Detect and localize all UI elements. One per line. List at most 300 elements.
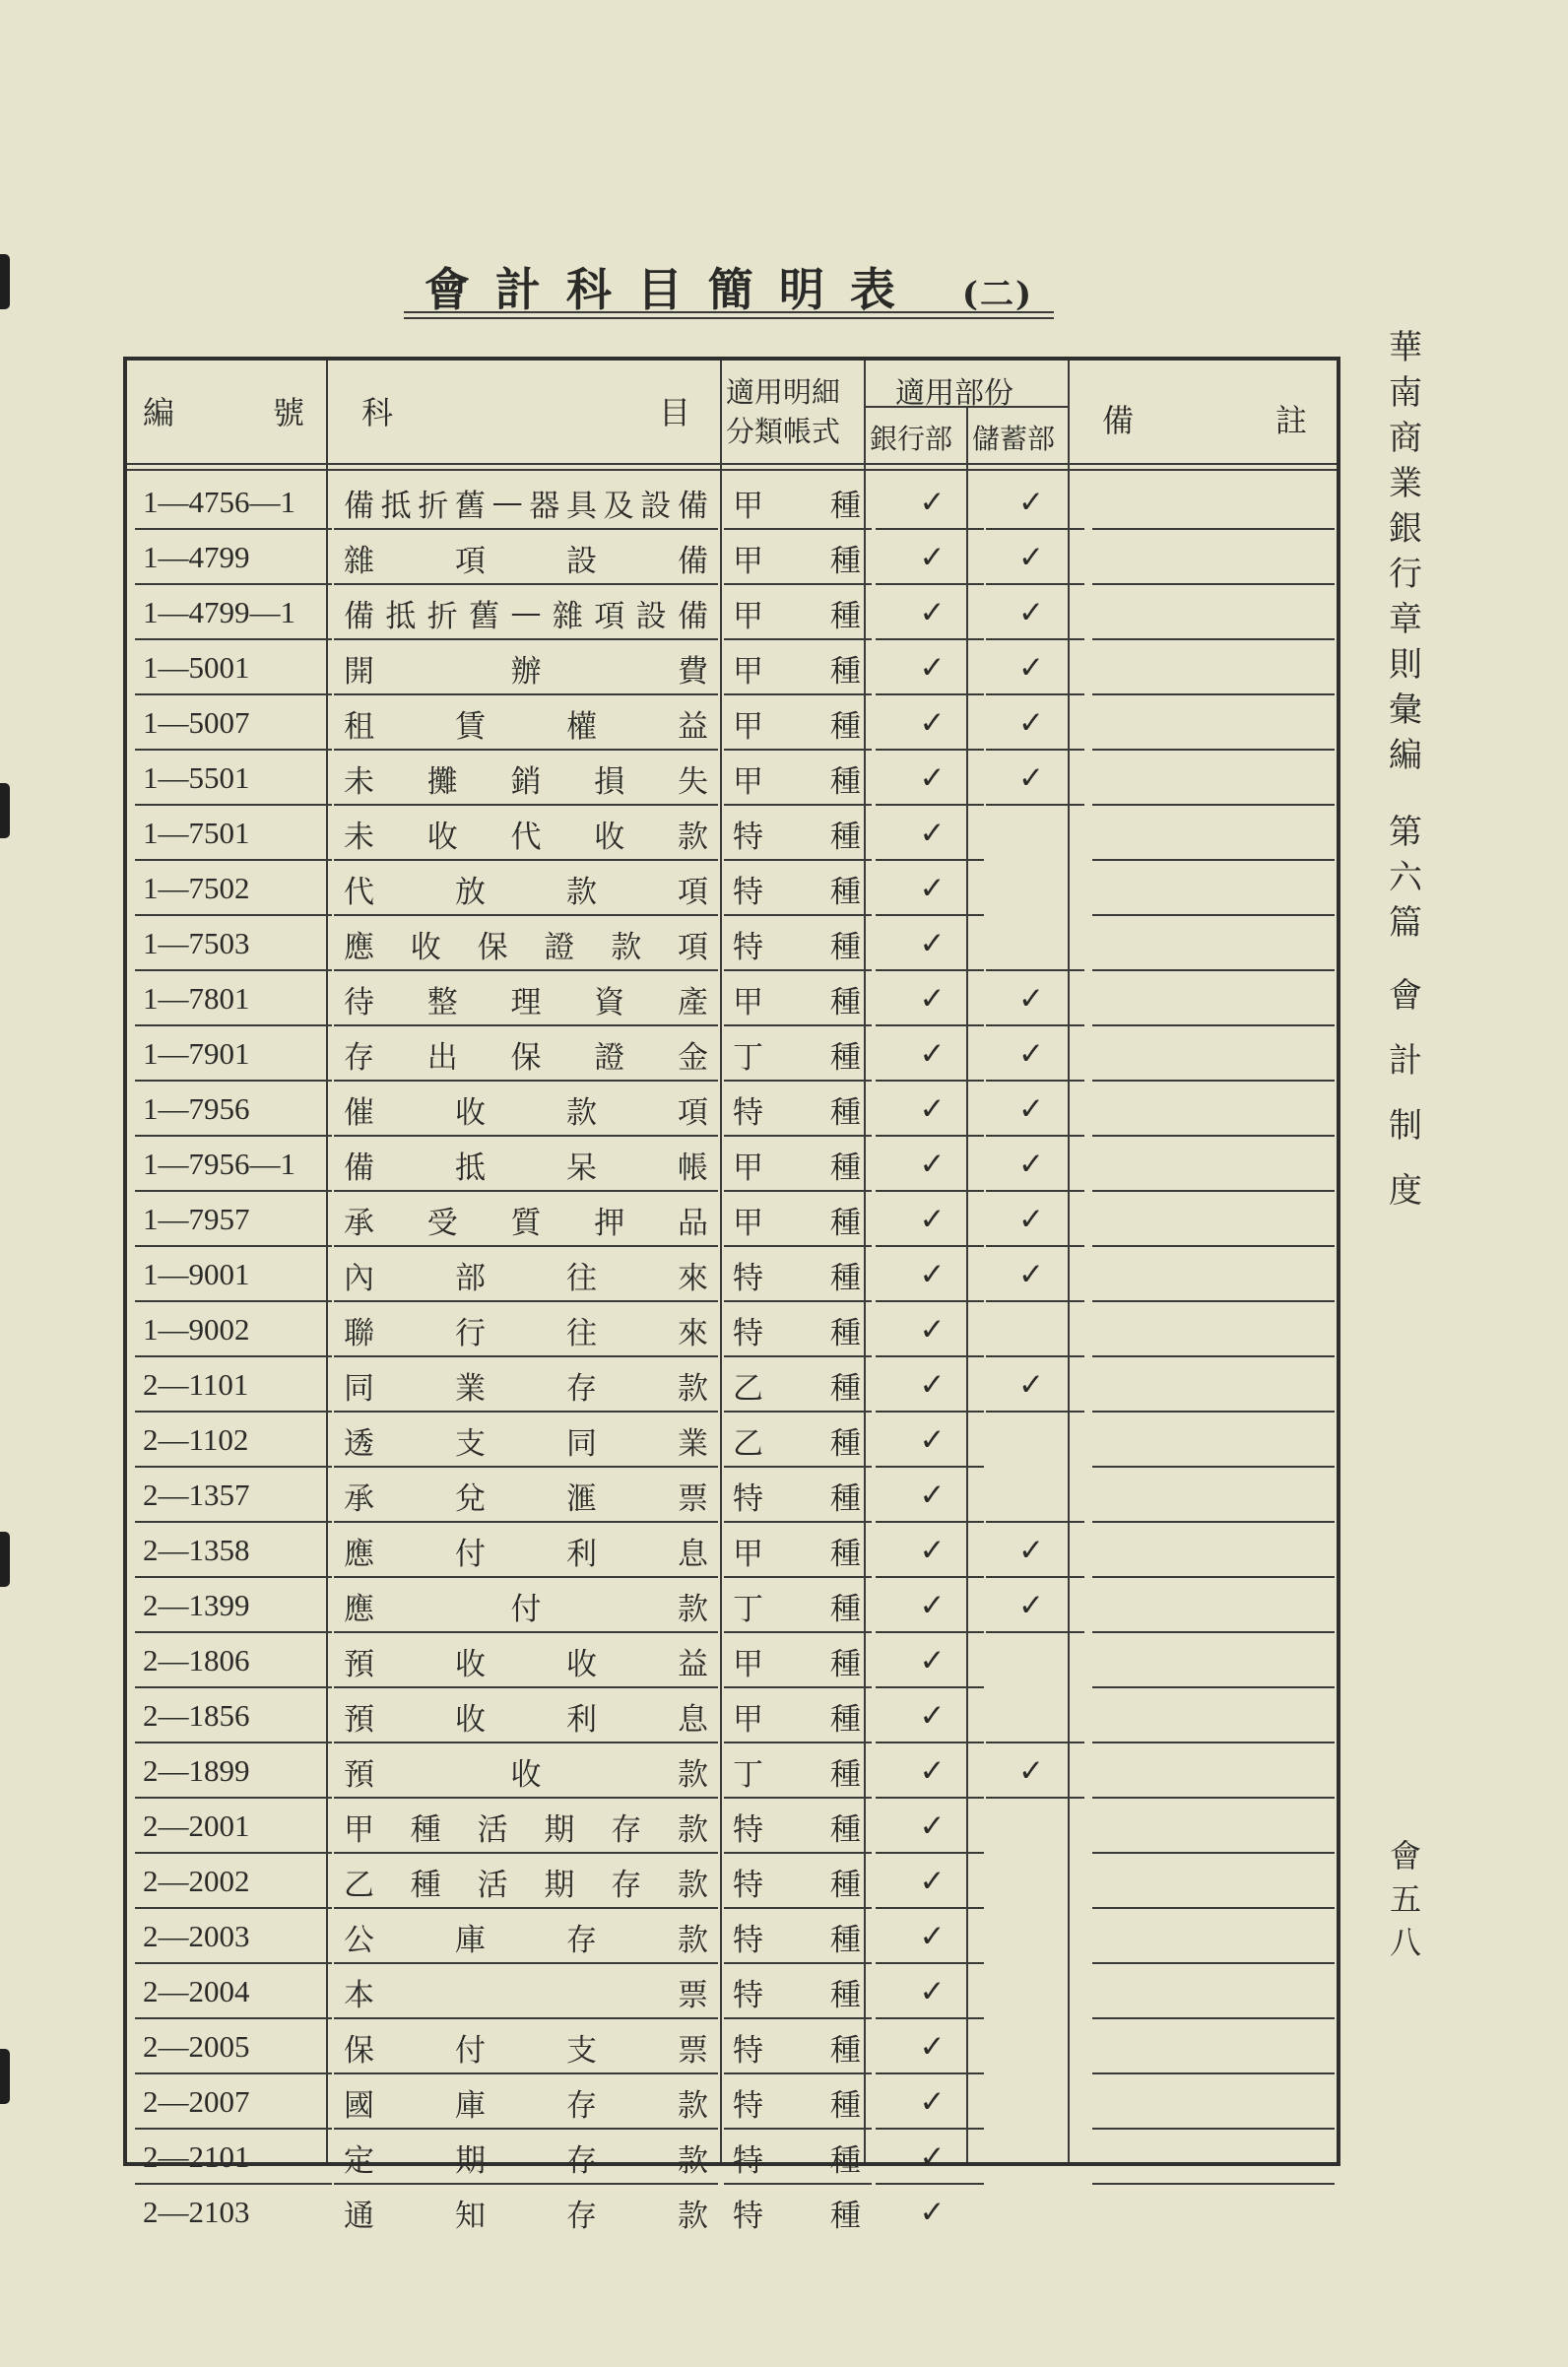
account-code: 1—7957 bbox=[143, 1202, 250, 1236]
ledger-type bbox=[733, 1633, 861, 1688]
account-code: 1—7501 bbox=[143, 816, 250, 850]
ledger-type-char: 特 bbox=[733, 1260, 763, 1296]
bank-dept-check-icon: ✓ bbox=[919, 650, 946, 686]
subject-char: 存 bbox=[566, 2087, 597, 2124]
subject-char: 款 bbox=[678, 1756, 708, 1793]
account-subject bbox=[344, 1523, 708, 1578]
subject-char: 存 bbox=[566, 1370, 597, 1407]
savings-dept-check-icon: ✓ bbox=[1018, 540, 1044, 575]
table-row bbox=[127, 2019, 1337, 2074]
bank-dept-check-icon: ✓ bbox=[919, 1147, 946, 1182]
subject-char: 通 bbox=[344, 2198, 374, 2234]
bank-dept-check-icon: ✓ bbox=[919, 1974, 946, 2009]
subject-char: 存 bbox=[611, 1811, 642, 1848]
ledger-type bbox=[733, 475, 861, 530]
bank-dept-check-icon: ✓ bbox=[919, 540, 946, 575]
subject-char: 承 bbox=[344, 1205, 374, 1241]
ledger-type-char: 特 bbox=[733, 1811, 763, 1848]
subject-char: 金 bbox=[678, 1039, 708, 1076]
subject-char: 益 bbox=[678, 1646, 708, 1682]
subject-char: 項 bbox=[678, 1094, 708, 1131]
subject-char: 期 bbox=[455, 2142, 486, 2179]
table-row bbox=[127, 1578, 1337, 1633]
ledger-type bbox=[733, 1523, 861, 1578]
ledger-type-char: 特 bbox=[733, 2198, 763, 2234]
account-subject bbox=[344, 1192, 708, 1247]
account-code: 2—2002 bbox=[143, 1864, 250, 1898]
subject-char: 支 bbox=[455, 1425, 486, 1462]
bank-dept-check-icon: ✓ bbox=[919, 1533, 946, 1568]
savings-dept-check-icon bbox=[982, 1633, 1080, 1688]
bank-dept-check-icon: ✓ bbox=[919, 595, 946, 630]
ledger-type-char: 特 bbox=[733, 1867, 763, 1903]
bank-dept-check-icon: ✓ bbox=[919, 1036, 946, 1072]
table-row bbox=[127, 806, 1337, 861]
binding-hole-2 bbox=[0, 783, 10, 838]
account-code: 2—2003 bbox=[143, 1919, 250, 1953]
ledger-type-char: 丁 bbox=[733, 1591, 763, 1627]
account-code: 2—1856 bbox=[143, 1698, 250, 1733]
subject-char: 本 bbox=[344, 1977, 374, 2013]
bank-dept-check-icon: ✓ bbox=[919, 2029, 946, 2065]
account-subject bbox=[344, 475, 708, 530]
header-code-b: 號 bbox=[273, 394, 305, 431]
ledger-type-char: 種 bbox=[830, 1922, 861, 1958]
ledger-type-char: 特 bbox=[733, 1977, 763, 2013]
table-row bbox=[127, 2074, 1337, 2130]
subject-char: 付 bbox=[455, 1536, 486, 1572]
account-subject bbox=[344, 806, 708, 861]
subject-char: 活 bbox=[477, 1867, 508, 1903]
table-row bbox=[127, 1082, 1337, 1137]
subject-char: 兌 bbox=[455, 1480, 486, 1517]
account-code: 1—5001 bbox=[143, 650, 250, 685]
account-subject bbox=[344, 585, 708, 640]
account-subject bbox=[344, 2185, 708, 2240]
subject-char: 產 bbox=[678, 984, 708, 1020]
table-row bbox=[127, 1247, 1337, 1302]
subject-char: 權 bbox=[566, 708, 597, 745]
ledger-type-char: 種 bbox=[830, 2142, 861, 2179]
subject-char: 收 bbox=[566, 1646, 597, 1682]
subject-char: 預 bbox=[344, 1646, 374, 1682]
subject-char: 存 bbox=[566, 1922, 597, 1958]
ledger-type-char: 丁 bbox=[733, 1756, 763, 1793]
side-chapter: 第六篇 bbox=[1389, 813, 1422, 943]
ledger-type-char: 甲 bbox=[733, 543, 763, 579]
account-code: 2—1399 bbox=[143, 1588, 250, 1622]
ledger-type-char: 甲 bbox=[733, 1701, 763, 1738]
subject-char: 備 bbox=[678, 543, 708, 579]
account-subject bbox=[344, 1082, 708, 1137]
header-code-a: 編 bbox=[143, 394, 175, 431]
bank-dept-check-icon: ✓ bbox=[919, 1808, 946, 1844]
ledger-type bbox=[733, 2130, 861, 2185]
subject-char: 支 bbox=[566, 2032, 597, 2069]
savings-dept-check-icon: ✓ bbox=[1018, 1036, 1044, 1072]
subject-char: 設 bbox=[635, 598, 667, 634]
ledger-type bbox=[733, 1247, 861, 1302]
account-subject bbox=[344, 1357, 708, 1413]
binding-hole-4 bbox=[0, 2049, 10, 2104]
ledger-type bbox=[733, 1854, 861, 1909]
subject-char: 款 bbox=[566, 1094, 597, 1131]
subject-char: 款 bbox=[677, 1811, 708, 1848]
subject-char: 整 bbox=[426, 984, 458, 1020]
account-code: 1—4799 bbox=[143, 540, 250, 574]
account-code: 1—7901 bbox=[143, 1036, 250, 1071]
ledger-type-char: 特 bbox=[733, 929, 763, 965]
ledger-type-char: 種 bbox=[830, 874, 861, 910]
table-row bbox=[127, 1192, 1337, 1247]
savings-dept-check-icon bbox=[982, 1854, 1080, 1909]
subject-char: 內 bbox=[344, 1260, 374, 1296]
subject-char: 折 bbox=[418, 488, 449, 524]
table-row bbox=[127, 1743, 1337, 1799]
ledger-type-char: 特 bbox=[733, 1480, 763, 1517]
ledger-type-char: 種 bbox=[830, 598, 861, 634]
ledger-type bbox=[733, 1964, 861, 2019]
subject-char: 公 bbox=[344, 1922, 374, 1958]
savings-dept-check-icon: ✓ bbox=[1018, 650, 1044, 686]
subject-char: 器 bbox=[529, 488, 560, 524]
ledger-type-char: 特 bbox=[733, 819, 763, 855]
ledger-type bbox=[733, 1688, 861, 1743]
account-code: 2—2001 bbox=[143, 1808, 250, 1843]
ledger-type bbox=[733, 1743, 861, 1799]
ledger-type-char: 甲 bbox=[733, 1150, 763, 1186]
subject-char: 項 bbox=[678, 874, 708, 910]
table-row bbox=[127, 530, 1337, 585]
subject-char: 利 bbox=[566, 1536, 597, 1572]
subject-char: 租 bbox=[344, 708, 374, 745]
ledger-type-char: 種 bbox=[830, 1811, 861, 1848]
table-row bbox=[127, 861, 1337, 916]
ledger-type-char: 種 bbox=[830, 1977, 861, 2013]
subject-char: 款 bbox=[678, 2142, 708, 2179]
table-row bbox=[127, 1688, 1337, 1743]
ledger-type-char: 甲 bbox=[733, 984, 763, 1020]
savings-dept-check-icon: ✓ bbox=[1018, 595, 1044, 630]
subject-char: 業 bbox=[678, 1425, 708, 1462]
savings-dept-check-icon bbox=[982, 1302, 1080, 1357]
ledger-type bbox=[733, 2074, 861, 2130]
ledger-type-char: 種 bbox=[830, 488, 861, 524]
header-subject-a: 科 bbox=[361, 394, 394, 431]
subject-char: 活 bbox=[477, 1811, 508, 1848]
subject-char: 抵 bbox=[455, 1150, 486, 1186]
ledger-type-char: 甲 bbox=[733, 1536, 763, 1572]
subject-char: 往 bbox=[566, 1260, 597, 1296]
header-note-a: 備 bbox=[1102, 402, 1135, 439]
account-subject bbox=[344, 2130, 708, 2185]
page-number: 會五八 bbox=[1389, 1837, 1421, 1961]
bank-dept-check-icon: ✓ bbox=[919, 1202, 946, 1237]
table-row bbox=[127, 1302, 1337, 1357]
subject-char: 來 bbox=[678, 1315, 708, 1351]
subject-char: 備 bbox=[344, 1150, 374, 1186]
bank-dept-check-icon: ✓ bbox=[919, 2139, 946, 2175]
subject-char: 滙 bbox=[566, 1480, 597, 1517]
subject-char: 甲 bbox=[344, 1811, 374, 1848]
subject-char: 設 bbox=[640, 488, 672, 524]
subject-char: 出 bbox=[426, 1039, 458, 1076]
subject-char: 期 bbox=[544, 1811, 575, 1848]
subject-char: 收 bbox=[455, 1646, 486, 1682]
header-bank: 銀行部 bbox=[870, 423, 953, 455]
account-code: 2—1101 bbox=[143, 1367, 249, 1402]
subject-char: 雜 bbox=[344, 543, 374, 579]
subject-char: 同 bbox=[344, 1370, 374, 1407]
account-subject bbox=[344, 916, 708, 971]
table-row bbox=[127, 2185, 1337, 2240]
bank-dept-check-icon: ✓ bbox=[919, 1367, 946, 1403]
ledger-type-char: 甲 bbox=[733, 1646, 763, 1682]
savings-dept-check-icon: ✓ bbox=[1018, 485, 1044, 520]
savings-dept-check-icon: ✓ bbox=[1018, 1202, 1044, 1237]
subject-char: 催 bbox=[344, 1094, 374, 1131]
savings-dept-check-icon bbox=[982, 2130, 1080, 2185]
table-row bbox=[127, 916, 1337, 971]
bank-dept-check-icon: ✓ bbox=[919, 816, 946, 851]
account-subject bbox=[344, 1633, 708, 1688]
table-row bbox=[127, 751, 1337, 806]
savings-dept-check-icon: ✓ bbox=[1018, 1533, 1044, 1568]
savings-dept-check-icon: ✓ bbox=[1018, 760, 1044, 796]
subject-char: 款 bbox=[678, 819, 708, 855]
account-code: 2—2101 bbox=[143, 2139, 250, 2174]
account-subject bbox=[344, 1302, 708, 1357]
subject-char: 收 bbox=[455, 1701, 486, 1738]
account-subject bbox=[344, 640, 708, 695]
page-title bbox=[404, 254, 1054, 319]
ledger-type-char: 種 bbox=[830, 819, 861, 855]
account-code: 2—2103 bbox=[143, 2195, 250, 2229]
subject-char: 辦 bbox=[510, 653, 542, 690]
ledger-type-char: 種 bbox=[830, 1150, 861, 1186]
subject-char: 聯 bbox=[344, 1315, 374, 1351]
ledger-type bbox=[733, 1302, 861, 1357]
subject-char: 項 bbox=[594, 598, 625, 634]
savings-dept-check-icon: ✓ bbox=[1018, 1091, 1044, 1127]
ledger-type-char: 種 bbox=[830, 1205, 861, 1241]
ledger-type bbox=[733, 2019, 861, 2074]
bank-dept-check-icon: ✓ bbox=[919, 1257, 946, 1292]
subject-char: 攤 bbox=[426, 763, 458, 800]
table-row bbox=[127, 1854, 1337, 1909]
subject-char: 款 bbox=[678, 2087, 708, 2124]
account-code: 1—4799—1 bbox=[143, 595, 295, 629]
subject-char: 放 bbox=[455, 874, 486, 910]
ledger-type-char: 甲 bbox=[733, 488, 763, 524]
table-row bbox=[127, 475, 1337, 530]
subject-char: 息 bbox=[678, 1701, 708, 1738]
ledger-type-char: 種 bbox=[830, 1536, 861, 1572]
subject-char: 抵 bbox=[385, 598, 417, 634]
subject-char: 收 bbox=[426, 819, 458, 855]
account-subject bbox=[344, 1413, 708, 1468]
ledger-type-char: 種 bbox=[830, 2087, 861, 2124]
account-code: 1—7503 bbox=[143, 926, 250, 960]
subject-char: 票 bbox=[678, 2032, 708, 2069]
ledger-type-char: 甲 bbox=[733, 653, 763, 690]
subject-char: 種 bbox=[410, 1867, 441, 1903]
subject-char: 項 bbox=[677, 929, 708, 965]
table-row bbox=[127, 1137, 1337, 1192]
ledger-type bbox=[733, 861, 861, 916]
savings-dept-check-icon: ✓ bbox=[1018, 1257, 1044, 1292]
header-type-line2: 分類帳式 bbox=[726, 415, 841, 448]
subject-char: 設 bbox=[566, 543, 597, 579]
subject-char: 證 bbox=[544, 929, 575, 965]
subject-char: 資 bbox=[594, 984, 625, 1020]
account-code: 2—2007 bbox=[143, 2084, 250, 2119]
ledger-type-char: 特 bbox=[733, 1315, 763, 1351]
subject-char: 損 bbox=[594, 763, 625, 800]
account-code: 1—5007 bbox=[143, 705, 250, 740]
title-underline-2 bbox=[404, 317, 1054, 319]
subject-char: 受 bbox=[426, 1205, 458, 1241]
subject-char: 代 bbox=[510, 819, 542, 855]
binding-hole-3 bbox=[0, 1532, 10, 1587]
ledger-type-char: 種 bbox=[830, 653, 861, 690]
savings-dept-check-icon bbox=[982, 1799, 1080, 1854]
account-code: 2—1357 bbox=[143, 1478, 250, 1512]
subject-char: 呆 bbox=[566, 1150, 597, 1186]
subject-char: 未 bbox=[344, 819, 374, 855]
table-row bbox=[127, 1413, 1337, 1468]
bank-dept-check-icon: ✓ bbox=[919, 1919, 946, 1954]
subject-char: 國 bbox=[344, 2087, 374, 2124]
ledger-type bbox=[733, 695, 861, 751]
ledger-type-char: 種 bbox=[830, 1039, 861, 1076]
table-row bbox=[127, 1633, 1337, 1688]
header-bottom-rule-2 bbox=[127, 469, 1337, 471]
account-code: 1—4756—1 bbox=[143, 485, 295, 519]
subject-char: 存 bbox=[566, 2142, 597, 2179]
account-code: 1—9002 bbox=[143, 1312, 250, 1347]
table-row bbox=[127, 1799, 1337, 1854]
ledger-type-char: 種 bbox=[830, 1867, 861, 1903]
account-subject bbox=[344, 1688, 708, 1743]
savings-dept-check-icon bbox=[982, 1688, 1080, 1743]
subject-char: 保 bbox=[344, 2032, 374, 2069]
account-code: 1—7956—1 bbox=[143, 1147, 295, 1181]
bank-dept-check-icon: ✓ bbox=[919, 1864, 946, 1899]
account-code: 2—1899 bbox=[143, 1753, 250, 1788]
account-subject bbox=[344, 1743, 708, 1799]
subject-char: 及 bbox=[603, 488, 634, 524]
account-subject bbox=[344, 1854, 708, 1909]
subject-char: 票 bbox=[678, 1977, 708, 2013]
subject-char: 庫 bbox=[455, 1922, 486, 1958]
account-code: 2—1102 bbox=[143, 1422, 249, 1457]
ledger-type-char: 甲 bbox=[733, 708, 763, 745]
ledger-type-char: 種 bbox=[830, 1756, 861, 1793]
account-subject bbox=[344, 1247, 708, 1302]
title-text: 會計科目簡明表 bbox=[424, 263, 921, 316]
subject-char: 賃 bbox=[455, 708, 486, 745]
account-subject bbox=[344, 751, 708, 806]
account-subject bbox=[344, 2074, 708, 2130]
account-code: 2—2004 bbox=[143, 1974, 250, 2008]
account-subject bbox=[344, 2019, 708, 2074]
subject-char: 款 bbox=[678, 1591, 708, 1627]
ledger-type bbox=[733, 751, 861, 806]
subject-char: 來 bbox=[678, 1260, 708, 1296]
ledger-type bbox=[733, 1468, 861, 1523]
savings-dept-check-icon: ✓ bbox=[1018, 1588, 1044, 1623]
ledger-type bbox=[733, 916, 861, 971]
side-book: 華南商業銀行章則彙編 bbox=[1389, 328, 1422, 775]
account-code: 1—9001 bbox=[143, 1257, 250, 1291]
table-row bbox=[127, 1964, 1337, 2019]
subject-char: 質 bbox=[510, 1205, 542, 1241]
ledger-type-char: 種 bbox=[830, 1315, 861, 1351]
side-gap-2 bbox=[1381, 946, 1430, 963]
bank-dept-check-icon: ✓ bbox=[919, 1698, 946, 1734]
subject-char: 收 bbox=[510, 1756, 542, 1793]
header-dept: 適用部份 bbox=[895, 376, 1013, 411]
account-code: 2—2005 bbox=[143, 2029, 250, 2064]
ledger-type-char: 特 bbox=[733, 1922, 763, 1958]
account-subject bbox=[344, 1468, 708, 1523]
subject-char: 折 bbox=[426, 598, 458, 634]
subject-char: 應 bbox=[344, 929, 374, 965]
ledger-type bbox=[733, 1082, 861, 1137]
account-subject bbox=[344, 971, 708, 1026]
bank-dept-check-icon: ✓ bbox=[919, 1588, 946, 1623]
subject-char: 款 bbox=[678, 2198, 708, 2234]
subject-char: 帳 bbox=[678, 1150, 708, 1186]
ledger-type-char: 特 bbox=[733, 2142, 763, 2179]
subject-char: 款 bbox=[678, 1370, 708, 1407]
side-section: 會計制度 bbox=[1389, 976, 1422, 1211]
subject-char: 開 bbox=[344, 653, 374, 690]
subject-char: 息 bbox=[678, 1536, 708, 1572]
ledger-type-char: 種 bbox=[830, 1591, 861, 1627]
table-row bbox=[127, 1909, 1337, 1964]
subject-char: 透 bbox=[344, 1425, 374, 1462]
savings-dept-check-icon bbox=[982, 2074, 1080, 2130]
subject-char: 期 bbox=[544, 1867, 575, 1903]
ledger-type-char: 特 bbox=[733, 874, 763, 910]
account-subject bbox=[344, 530, 708, 585]
account-subject bbox=[344, 1026, 708, 1082]
ledger-type-char: 甲 bbox=[733, 763, 763, 800]
account-code: 2—1358 bbox=[143, 1533, 250, 1567]
ledger-type bbox=[733, 2185, 861, 2240]
savings-dept-check-icon bbox=[982, 1468, 1080, 1523]
table-row bbox=[127, 585, 1337, 640]
savings-dept-check-icon bbox=[982, 916, 1080, 971]
ledger-type bbox=[733, 585, 861, 640]
ledger-type-char: 甲 bbox=[733, 1205, 763, 1241]
bank-dept-check-icon: ✓ bbox=[919, 760, 946, 796]
subject-char: 具 bbox=[565, 488, 597, 524]
subject-char: 項 bbox=[455, 543, 486, 579]
subject-char: 待 bbox=[344, 984, 374, 1020]
account-code: 1—7801 bbox=[143, 981, 250, 1016]
bank-dept-check-icon: ✓ bbox=[919, 1753, 946, 1789]
subject-char: 乙 bbox=[344, 1867, 374, 1903]
subject-char: 備 bbox=[678, 598, 708, 634]
account-code: 2—1806 bbox=[143, 1643, 250, 1677]
ledger-type bbox=[733, 530, 861, 585]
bank-dept-check-icon: ✓ bbox=[919, 871, 946, 906]
account-subject bbox=[344, 861, 708, 916]
subject-char: 備 bbox=[677, 488, 708, 524]
